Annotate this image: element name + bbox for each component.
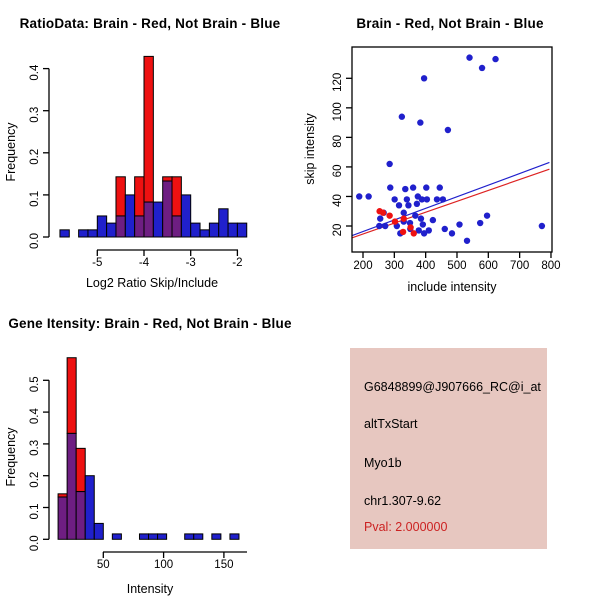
ratio-histogram-title: RatioData: Brain - Red, Not Brain - Blue [19,16,281,31]
svg-text:0.0: 0.0 [29,535,41,552]
svg-text:700: 700 [510,260,530,272]
intensity-scatter-chart [300,0,600,300]
svg-text:Frequency: Frequency [4,427,18,487]
gene-intensity-histogram-chart [0,300,300,600]
svg-text:80: 80 [332,134,344,148]
svg-text:120: 120 [332,72,344,92]
svg-text:-5: -5 [92,257,103,269]
svg-text:skip intensity: skip intensity [303,113,317,185]
svg-text:0.3: 0.3 [29,106,41,123]
svg-text:800: 800 [541,260,561,272]
svg-text:0.1: 0.1 [29,190,41,207]
svg-text:40: 40 [332,194,344,207]
gene-info-box [350,348,547,549]
svg-text:50: 50 [96,559,110,571]
intensity-scatter-title: Brain - Red, Not Brain - Blue [356,16,544,31]
svg-text:Log2 Ratio Skip/Include: Log2 Ratio Skip/Include [85,276,219,290]
svg-text:0.2: 0.2 [29,148,41,165]
svg-text:0.5: 0.5 [29,376,41,393]
gene-intensity-histogram-panel [0,300,300,600]
svg-text:600: 600 [478,260,498,272]
locus: chr1.307-9.62 [364,494,442,508]
ratio-histogram-panel [0,0,300,300]
svg-text:-2: -2 [232,257,243,269]
svg-text:400: 400 [416,260,436,272]
svg-text:100: 100 [154,559,174,571]
svg-text:500: 500 [447,260,467,272]
svg-text:0.1: 0.1 [29,503,41,520]
svg-text:-4: -4 [138,257,150,269]
intensity-scatter-panel [300,0,600,300]
svg-text:20: 20 [332,223,344,237]
svg-text:200: 200 [353,260,373,272]
svg-text:Frequency: Frequency [4,122,18,182]
svg-text:60: 60 [332,164,344,178]
svg-text:-3: -3 [185,257,196,269]
gene-info-panel [300,300,600,600]
event-type: altTxStart [364,417,418,431]
svg-text:include intensity: include intensity [407,280,497,294]
svg-text:0.4: 0.4 [29,64,41,81]
svg-text:300: 300 [384,260,404,272]
svg-text:150: 150 [214,559,234,571]
svg-text:0.0: 0.0 [29,233,41,249]
gene-name: Myo1b [364,456,402,470]
svg-text:0.3: 0.3 [29,439,41,456]
pval: Pval: 2.000000 [364,520,448,534]
svg-text:0.2: 0.2 [29,471,41,488]
svg-text:0.4: 0.4 [29,408,41,425]
ratio-histogram-chart [0,0,300,300]
svg-text:100: 100 [332,102,344,122]
svg-text:Intensity: Intensity [126,582,174,596]
probe-id: G6848899@J907666_RC@i_at [364,380,541,394]
gene-intensity-histogram-title: Gene Itensity: Brain - Red, Not Brain - Blue [8,316,292,331]
